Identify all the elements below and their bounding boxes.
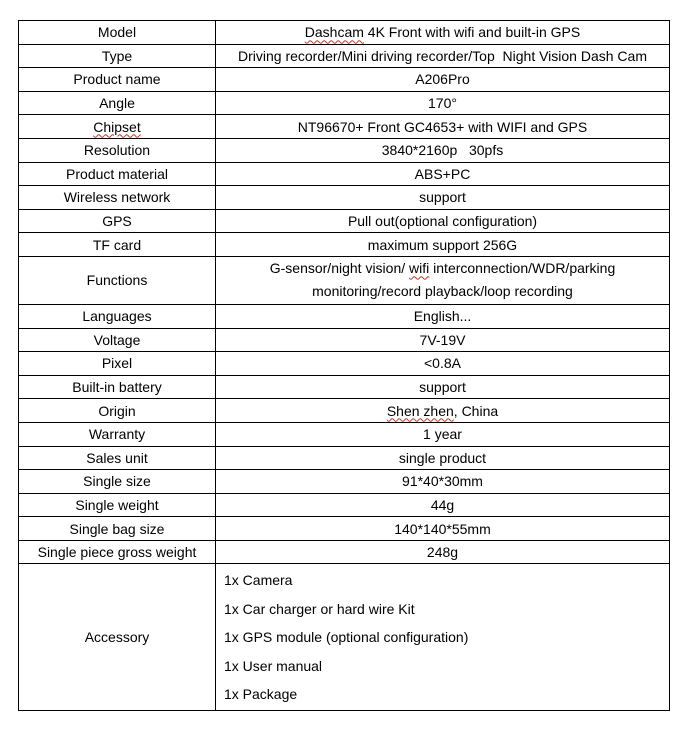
label-single-weight: Single weight — [19, 493, 216, 517]
value-functions-line2: monitoring/record playback/loop recording — [312, 283, 573, 300]
row-sales-unit — [19, 446, 670, 470]
label-single-size: Single size — [19, 470, 216, 494]
label-product-name: Product name — [19, 68, 216, 92]
value-single-piece-gross-weight: 248g — [216, 540, 670, 564]
label-type: Type — [19, 44, 216, 68]
value-chipset: NT96670+ Front GC4653+ with WIFI and GPS — [216, 115, 670, 139]
value-warranty: 1 year — [216, 422, 670, 446]
value-model-rest: 4K Front with wifi and built-in GPS — [363, 24, 581, 41]
value-built-in-battery: support — [216, 375, 670, 399]
value-product-name: A206Pro — [216, 68, 670, 92]
label-built-in-battery: Built-in battery — [19, 375, 216, 399]
row-tf-card — [19, 233, 670, 257]
value-wireless-network: support — [216, 186, 670, 210]
label-gps: GPS — [19, 209, 216, 233]
value-model-brand: Dashcam — [304, 24, 364, 41]
row-languages — [19, 304, 670, 328]
row-accessory — [19, 564, 670, 711]
row-single-size — [19, 470, 670, 494]
label-sales-unit: Sales unit — [19, 446, 216, 470]
value-origin — [216, 399, 670, 423]
label-single-piece-gross-weight: Single piece gross weight — [19, 540, 216, 564]
label-pixel: Pixel — [19, 352, 216, 376]
row-resolution — [19, 138, 670, 162]
row-warranty — [19, 422, 670, 446]
row-single-piece-gross-weight — [19, 540, 670, 564]
value-type: Driving recorder/Mini driving recorder/Top Night Vision Dash Cam — [216, 44, 670, 68]
accessory-item: 1x Camera — [224, 572, 293, 589]
row-single-bag-size — [19, 517, 670, 541]
accessory-item: 1x Package — [224, 686, 298, 703]
label-product-material: Product material — [19, 162, 216, 186]
row-origin — [19, 399, 670, 423]
value-angle: 170° — [216, 91, 670, 115]
value-sales-unit: single product — [216, 446, 670, 470]
accessory-item: 1x Car charger or hard wire Kit — [224, 600, 415, 617]
value-voltage: 7V-19V — [216, 328, 670, 352]
label-warranty: Warranty — [19, 422, 216, 446]
row-model — [19, 21, 670, 45]
row-chipset — [19, 115, 670, 139]
value-single-bag-size: 140*140*55mm — [216, 517, 670, 541]
value-functions-line1-a: G-sensor/night vision/ — [269, 260, 410, 277]
row-wireless-network — [19, 186, 670, 210]
value-gps: Pull out(optional configuration) — [216, 209, 670, 233]
row-built-in-battery — [19, 375, 670, 399]
value-functions-line1-b: interconnection/WDR/parking — [429, 260, 616, 277]
label-wireless-network: Wireless network — [19, 186, 216, 210]
label-tf-card: TF card — [19, 233, 216, 257]
label-voltage: Voltage — [19, 328, 216, 352]
label-single-bag-size: Single bag size — [19, 517, 216, 541]
value-pixel: <0.8A — [216, 352, 670, 376]
value-functions — [216, 256, 670, 304]
value-origin-country: , China — [453, 402, 499, 419]
value-product-material: ABS+PC — [216, 162, 670, 186]
label-origin: Origin — [19, 399, 216, 423]
value-languages: English... — [216, 304, 670, 328]
label-resolution: Resolution — [19, 138, 216, 162]
value-tf-card: maximum support 256G — [216, 233, 670, 257]
row-product-material — [19, 162, 670, 186]
value-single-weight: 44g — [216, 493, 670, 517]
label-angle: Angle — [19, 91, 216, 115]
row-type — [19, 44, 670, 68]
label-chipset — [19, 115, 216, 139]
value-accessory — [216, 564, 670, 711]
value-model — [216, 21, 670, 45]
value-resolution: 3840*2160p 30pfs — [216, 138, 670, 162]
accessory-item: 1x User manual — [224, 657, 323, 674]
row-angle — [19, 91, 670, 115]
value-functions-wifi: wifi — [409, 260, 430, 277]
row-product-name — [19, 68, 670, 92]
label-model: Model — [19, 21, 216, 45]
label-languages: Languages — [19, 304, 216, 328]
accessory-item: 1x GPS module (optional configuration) — [224, 629, 469, 646]
row-gps — [19, 209, 670, 233]
row-pixel — [19, 352, 670, 376]
label-chipset-text: Chipset — [93, 118, 141, 135]
label-functions: Functions — [19, 256, 216, 304]
value-single-size: 91*40*30mm — [216, 470, 670, 494]
row-functions — [19, 256, 670, 304]
label-accessory: Accessory — [19, 564, 216, 711]
spec-table — [18, 20, 670, 711]
row-single-weight — [19, 493, 670, 517]
value-origin-city: Shen zhen — [386, 402, 454, 419]
row-voltage — [19, 328, 670, 352]
